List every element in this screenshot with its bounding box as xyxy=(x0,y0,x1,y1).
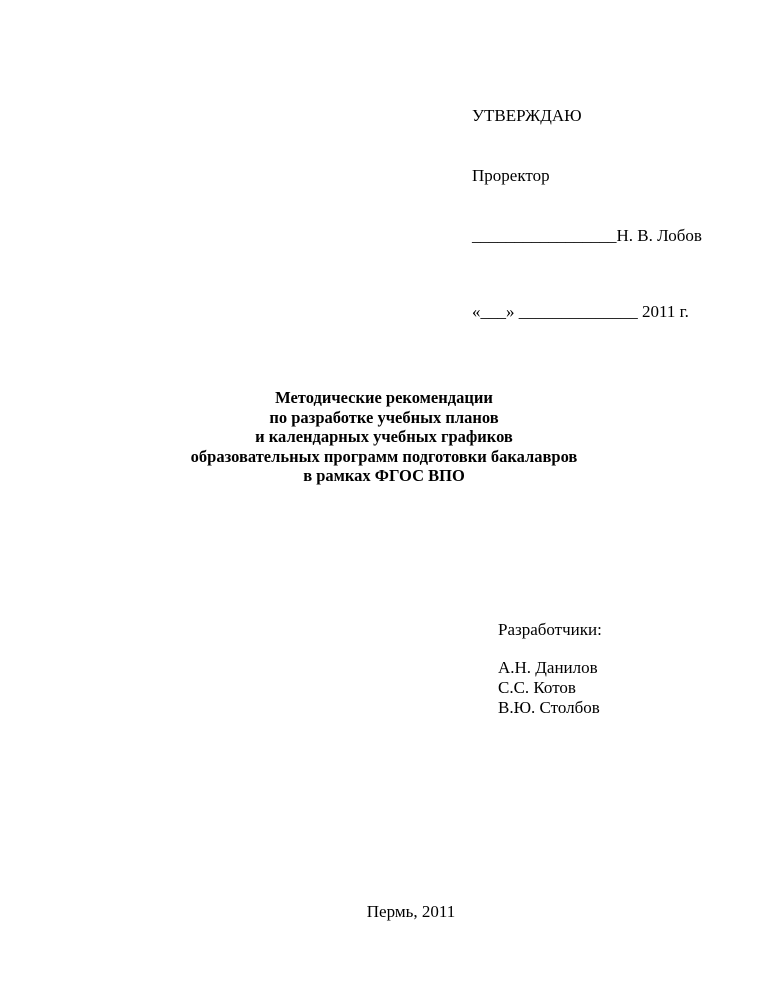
approval-signature-line: _________________Н. В. Лобов xyxy=(472,226,702,245)
approval-block xyxy=(472,66,702,362)
title-line-4: образовательных программ подготовки бакалавров xyxy=(190,446,578,466)
developer-name: А.Н. Данилов xyxy=(498,658,598,677)
developers-heading: Разработчики: xyxy=(498,620,602,639)
document-title xyxy=(0,388,768,486)
approval-title: УТВЕРЖДАЮ xyxy=(472,106,582,125)
developers-block xyxy=(498,620,602,718)
title-line-3: и календарных учебных графиков xyxy=(255,427,513,446)
approval-position: Проректор xyxy=(472,166,550,185)
developer-name: В.Ю. Столбов xyxy=(498,698,600,717)
title-line-1: Методические рекомендации xyxy=(275,388,493,407)
place-year: Пермь, 2011 xyxy=(366,902,456,921)
title-line-5: в рамках ФГОС ВПО xyxy=(303,466,465,485)
title-line-2: по разработке учебных планов xyxy=(269,407,499,427)
approval-date-line: «___» ______________ 2011 г. xyxy=(472,302,689,321)
developer-name: С.С. Котов xyxy=(498,678,576,697)
